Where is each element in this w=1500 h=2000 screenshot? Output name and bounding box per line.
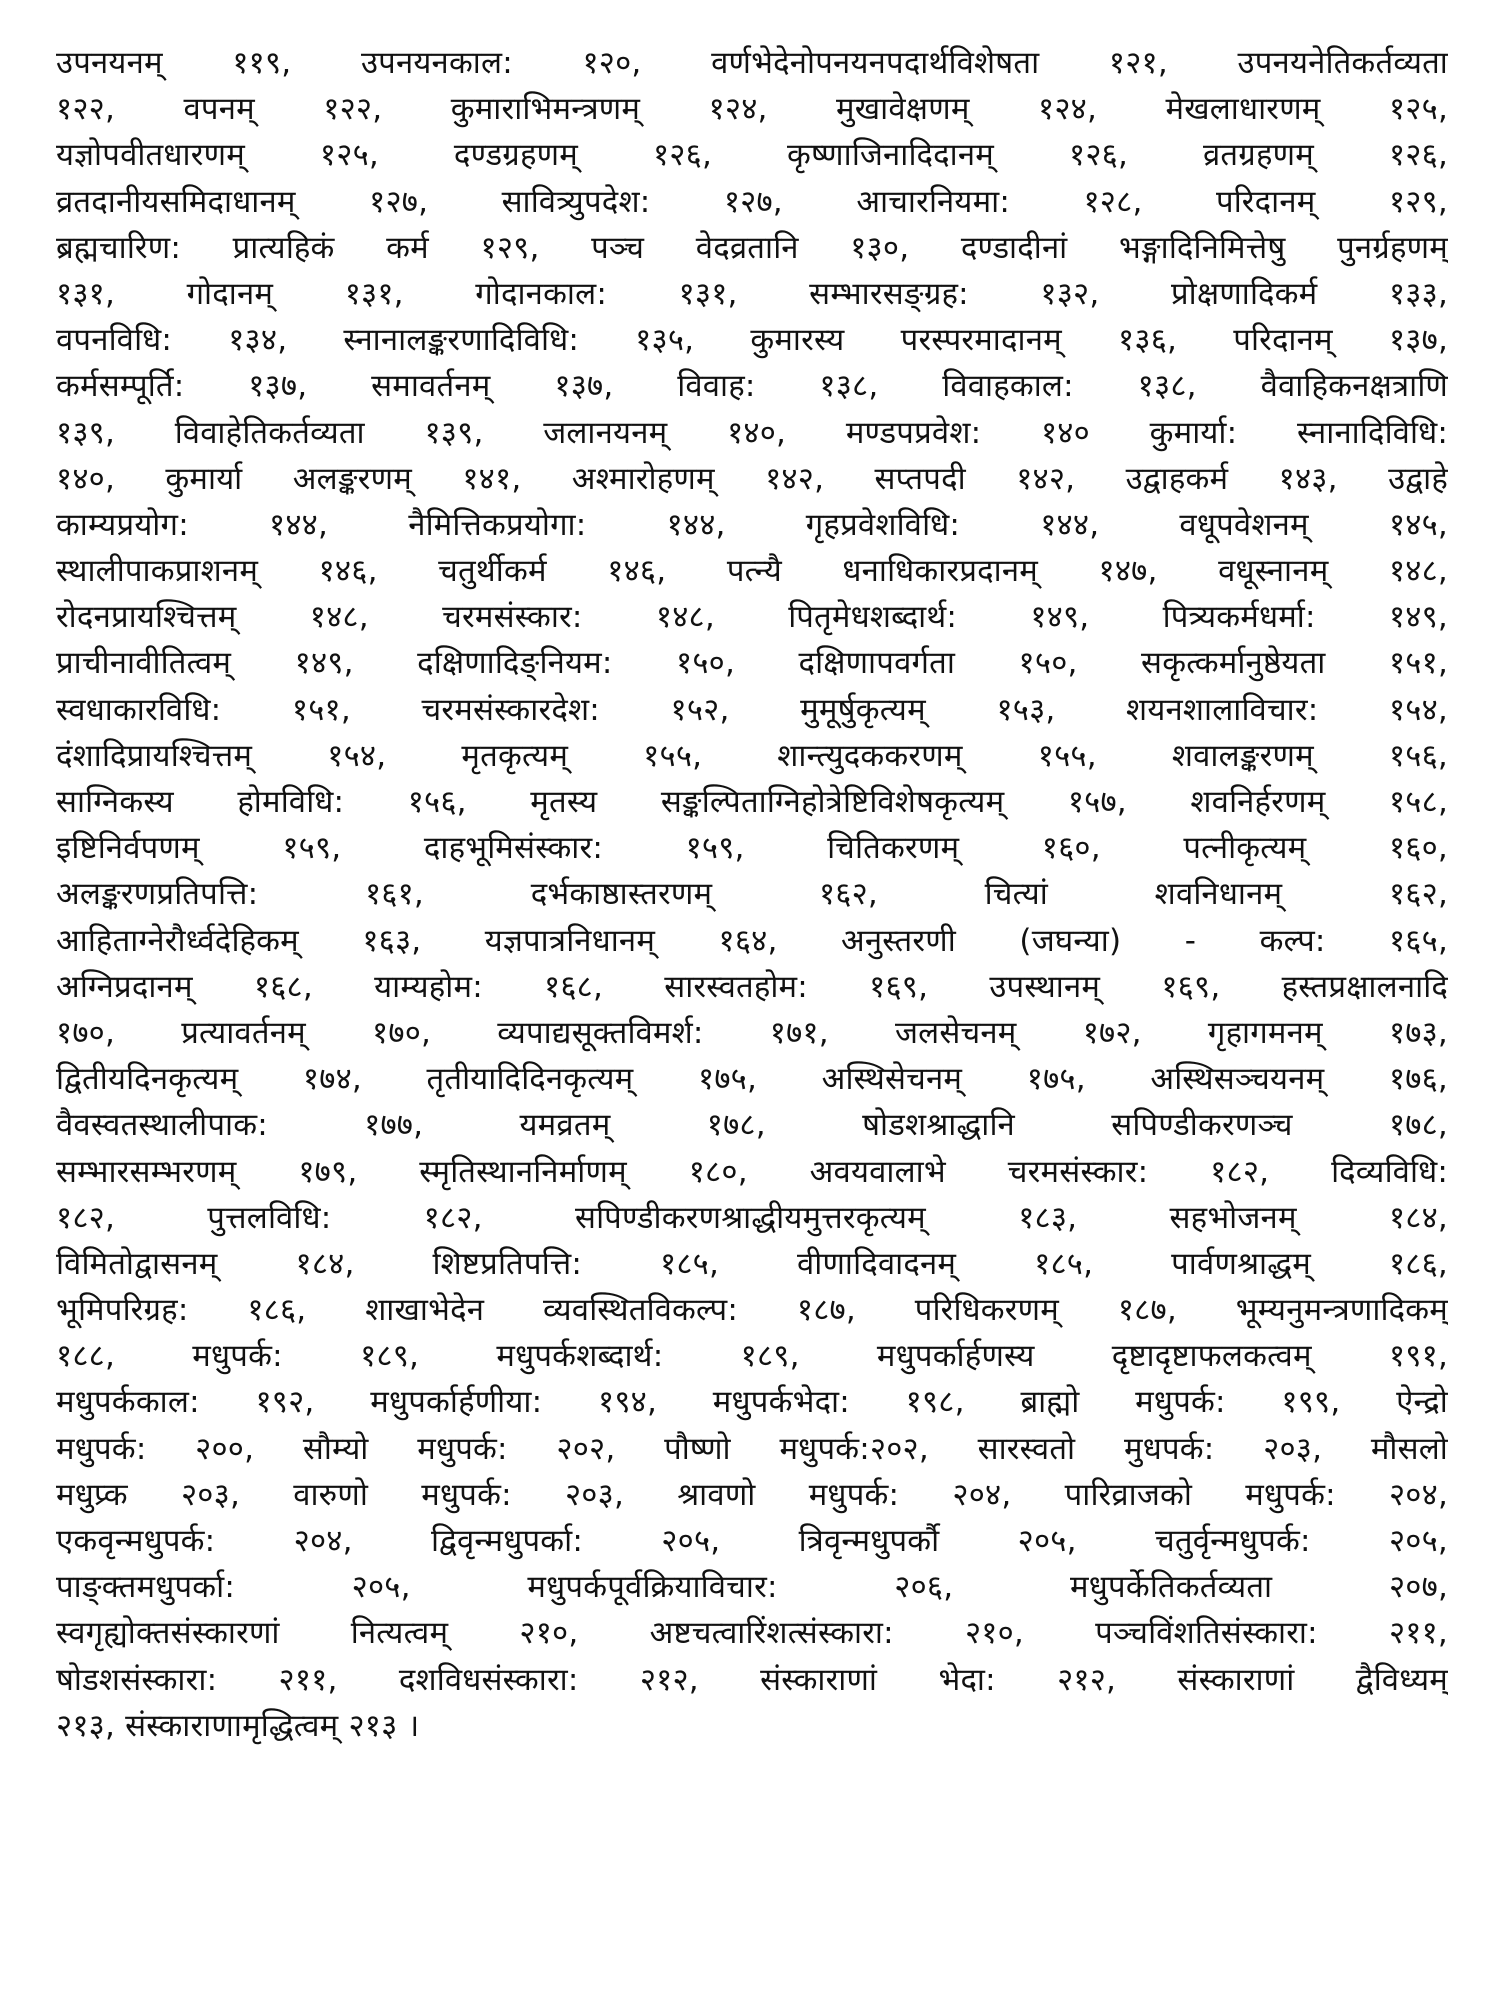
index-line-25: सम्भारसम्भरणम् १७९, स्मृतिस्थाननिर्माणम् १८०, अवयवालाभे चरमसंस्कार: १८२, दिव्यविधि: <box>56 1153 1448 1190</box>
index-line-37: २१३, संस्काराणामृद्धित्वम् २१३ । <box>56 1707 420 1744</box>
index-line-29: १८८, मधुपर्क: १८९, मधुपर्कशब्दार्थ: १८९, मधुपर्कार्हणस्य दृष्टादृष्टाफलकत्वम् १९१, <box>56 1338 1448 1375</box>
index-line-14: प्राचीनावीतित्वम् १४९, दक्षिणादिङ्नियम: १५०, दक्षिणापवर्गता १५०, सकृत्कर्मानुष्ठेयता १५१, <box>56 645 1448 682</box>
index-line-19: अलङ्करणप्रतिपत्ति: १६१, दर्भकाष्ठास्तरणम् १६२, चित्यां शवनिधानम् १६२, <box>56 876 1448 913</box>
index-line-01: उपनयनम् ११९, उपनयनकाल: १२०, वर्णभेदेनोपनयनपदार्थविशेषता १२१, उपनयनेतिकर्तव्यता <box>56 45 1448 81</box>
index-line-07: वपनविधि: १३४, स्नानालङ्करणादिविधि: १३५, कुमारस्य परस्परमादानम् १३६, परिदानम् १३७, <box>56 322 1448 359</box>
index-line-05: ब्रह्मचारिण: प्रात्यहिकं कर्म १२९, पञ्च वेदव्रतानि १३०, दण्डादीनां भङ्गादिनिमित्तेषु पुनर्ग्रहणम् <box>56 229 1448 266</box>
index-line-24: वैवस्वतस्थालीपाक: १७७, यमव्रतम् १७८, षोडशश्राद्धानि सपिण्डीकरणञ्च १७८, <box>56 1107 1448 1144</box>
index-line-10: १४०, कुमार्या अलङ्करणम् १४१, अश्मारोहणम् १४२, सप्तपदी १४२, उद्वाहकर्म १४३, उद्वाहे <box>56 460 1448 497</box>
index-line-36: षोडशसंस्कारा: २११, दशविधसंस्कारा: २१२, संस्काराणां भेदा: २१२, संस्काराणां द्वैविध्यम् <box>56 1661 1448 1698</box>
index-line-23: द्वितीयदिनकृत्यम् १७४, तृतीयादिदिनकृत्यम् १७५, अस्थिसेचनम् १७५, अस्थिसञ्चयनम् १७६, <box>56 1061 1448 1098</box>
index-line-06: १३१, गोदानम् १३१, गोदानकाल: १३१, सम्भारसङ्ग्रह: १३२, प्रोक्षणादिकर्म १३३, <box>56 275 1448 312</box>
index-line-32: मधुप्र्क २०३, वारुणो मधुपर्क: २०३, श्रावणो मधुपर्क: २०४, पारिव्राजको मधुपर्क: २०४, <box>56 1476 1448 1513</box>
index-line-13: रोदनप्रायश्चित्तम् १४८, चरमसंस्कार: १४८, पितृमेधशब्दार्थ: १४९, पित्र्यकर्मधर्मा: १४९, <box>56 599 1448 636</box>
index-page <box>56 40 1448 1970</box>
index-line-35: स्वगृह्योक्तसंस्कारणां नित्यत्वम् २१०, अष्टचत्वारिंशत्संस्कारा: २१०, पञ्चविंशतिसंस्कारा: २११, <box>56 1615 1448 1652</box>
index-line-03: यज्ञोपवीतधारणम् १२५, दण्डग्रहणम् १२६, कृष्णाजिनादिदानम् १२६, व्रतग्रहणम् १२६, <box>56 137 1448 174</box>
index-line-08: कर्मसम्पूर्ति: १३७, समावर्तनम् १३७, विवाह: १३८, विवाहकाल: १३८, वैवाहिकनक्षत्राणि <box>56 368 1448 405</box>
index-line-02: १२२, वपनम् १२२, कुमाराभिमन्त्रणम् १२४, मुखावेक्षणम् १२४, मेखलाधारणम् १२५, <box>56 91 1448 128</box>
index-line-18: इष्टिनिर्वपणम् १५९, दाहभूमिसंस्कार: १५९, चितिकरणम् १६०, पत्नीकृत्यम् १६०, <box>56 830 1448 867</box>
index-line-09: १३९, विवाहेतिकर्तव्यता १३९, जलानयनम् १४०, मण्डपप्रवेश: १४० कुमार्या: स्नानादिविधि: <box>56 414 1448 451</box>
index-line-17: साग्निकस्य होमविधि: १५६, मृतस्य सङ्कल्पिताग्निहोत्रेष्टिविशेषकृत्यम् १५७, शवनिर्हरणम् १५८, <box>56 784 1448 820</box>
index-line-30: मधुपर्ककाल: १९२, मधुपर्कार्हणीया: १९४, मधुपर्कभेदा: १९८, ब्राह्मो मधुपर्क: १९९, ऐन्द्रो <box>56 1384 1448 1421</box>
index-line-34: पाङ्क्तमधुपर्का: २०५, मधुपर्कपूर्वक्रियाविचार: २०६, मधुपर्केतिकर्तव्यता २०७, <box>56 1569 1448 1606</box>
index-line-27: विमितोद्वासनम् १८४, शिष्टप्रतिपत्ति: १८५, वीणादिवादनम् १८५, पार्वणश्राद्धम् १८६, <box>56 1245 1448 1282</box>
index-line-11: काम्यप्रयोग: १४४, नैमित्तिकप्रयोगा: १४४, गृहप्रवेशविधि: १४४, वधूपवेशनम् १४५, <box>56 506 1448 543</box>
index-line-15: स्वधाकारविधि: १५१, चरमसंस्कारदेश: १५२, मुमूर्षुकृत्यम् १५३, शयनशालाविचार: १५४, <box>56 691 1448 728</box>
index-line-22: १७०, प्रत्यावर्तनम् १७०, व्यपाद्यसूक्तविमर्श: १७१, जलसेचनम् १७२, गृहागमनम् १७३, <box>56 1014 1448 1051</box>
index-line-28: भूमिपरिग्रह: १८६, शाखाभेदेन व्यवस्थितविकल्प: १८७, परिधिकरणम् १८७, भूम्यनुमन्त्रणादिकम् <box>56 1292 1448 1329</box>
index-line-33: एकवृन्मधुपर्क: २०४, द्विवृन्मधुपर्का: २०५, त्रिवृन्मधुपर्कौ २०५, चतुर्वृन्मधुपर्क: २०५, <box>56 1523 1448 1559</box>
index-line-26: १८२, पुत्तलविधि: १८२, सपिण्डीकरणश्राद्धीयमुत्तरकृत्यम् १८३, सहभोजनम् १८४, <box>56 1199 1448 1236</box>
index-line-21: अग्निप्रदानम् १६८, याम्यहोम: १६८, सारस्वतहोम: १६९, उपस्थानम् १६९, हस्तप्रक्षालनादि <box>56 968 1448 1005</box>
index-line-04: व्रतदानीयसमिदाधानम् १२७, सावित्र्युपदेश: १२७, आचारनियमा: १२८, परिदानम् १२९, <box>56 183 1448 220</box>
index-line-16: दंशादिप्रायश्चित्तम् १५४, मृतकृत्यम् १५५, शान्त्युदककरणम् १५५, शवालङ्करणम् १५६, <box>56 737 1448 774</box>
index-line-12: स्थालीपाकप्राशनम् १४६, चतुर्थीकर्म १४६, पत्न्यै धनाधिकारप्रदानम् १४७, वधूस्नानम् १४८, <box>56 553 1448 590</box>
index-line-31: मधुपर्क: २००, सौम्यो मधुपर्क: २०२, पौष्णो मधुपर्क:२०२, सारस्वतो मुधपर्क: २०३, मौसलो <box>56 1430 1448 1467</box>
index-line-20: आहिताग्नेरौर्ध्वदेहिकम् १६३, यज्ञपात्रनिधानम् १६४, अनुस्तरणी (जघन्या) - कल्प: १६५, <box>56 922 1448 959</box>
